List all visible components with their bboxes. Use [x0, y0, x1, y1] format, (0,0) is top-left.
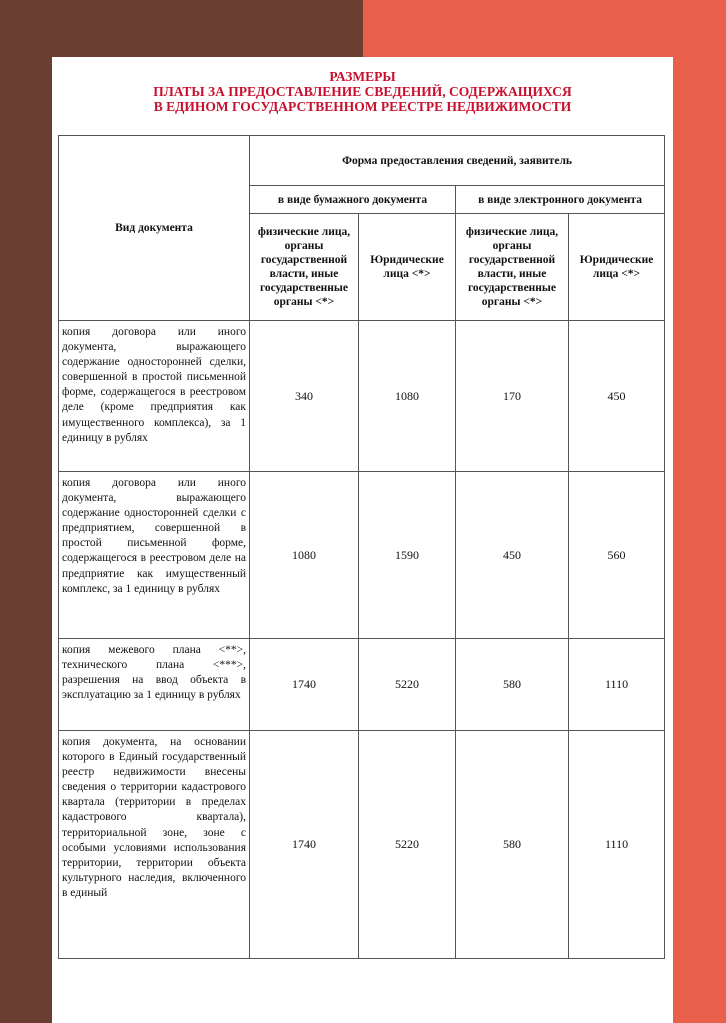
table-row	[59, 321, 665, 472]
paper-individuals-fee: 1740	[250, 731, 359, 959]
table-row	[59, 731, 665, 959]
electronic-legal-header: Юридические лица <*>	[569, 214, 665, 321]
electronic-legal-fee: 450	[569, 321, 665, 472]
electronic-individuals-header: физические лица, органы государственной власти, иные государственные органы <*>	[456, 214, 569, 321]
paper-individuals-fee: 1080	[250, 472, 359, 639]
electronic-individuals-fee: 170	[456, 321, 569, 472]
electronic-individuals-fee: 450	[456, 472, 569, 639]
row-description: копия документа, на основании которого в Единый государственный реестр недвижимости внесены сведения о территории кадастрового квартала (территории в пределах кадастрового квартала), территориальной зоне, зоне с особыми условиями использования территории, территории объекта культурного наследия, включенного в единый	[59, 731, 250, 959]
title-line-3: В ЕДИНОМ ГОСУДАРСТВЕННОМ РЕЕСТРЕ НЕДВИЖИМОСТИ	[153, 99, 572, 114]
table-row	[59, 472, 665, 639]
paper-legal-fee: 5220	[359, 639, 456, 731]
row-description: копия межевого плана <**>, технического плана <***>, разрешения на ввод объекта в эксплуатацию за 1 единицу в рублях	[59, 639, 250, 731]
paper-legal-header: Юридические лица <*>	[359, 214, 456, 321]
table-row	[59, 639, 665, 731]
electronic-legal-fee: 560	[569, 472, 665, 639]
electronic-individuals-fee: 580	[456, 639, 569, 731]
fees-table	[58, 135, 665, 959]
paper-individuals-header: физические лица, органы государственной власти, иные государственные органы <*>	[250, 214, 359, 321]
title-line-1: РАЗМЕРЫ	[329, 69, 396, 84]
electronic-legal-fee: 1110	[569, 639, 665, 731]
row-description: копия договора или иного документа, выражающего содержание односторонней сделки, совершенной в простой письменной форме, содержащегося в реестровом деле (кроме предприятия как имущественного комплекса), за 1 единицу в рублях	[59, 321, 250, 472]
paper-individuals-fee: 340	[250, 321, 359, 472]
electronic-legal-fee: 1110	[569, 731, 665, 959]
paper-individuals-fee: 1740	[250, 639, 359, 731]
paper-legal-fee: 1080	[359, 321, 456, 472]
paper-header: в виде бумажного документа	[250, 186, 456, 214]
header-row-1	[59, 136, 665, 186]
form-applicant-header: Форма предоставления сведений, заявитель	[250, 136, 665, 186]
paper-legal-fee: 1590	[359, 472, 456, 639]
title-line-2: ПЛАТЫ ЗА ПРЕДОСТАВЛЕНИЕ СВЕДЕНИЙ, СОДЕРЖАЩИХСЯ	[153, 84, 572, 99]
electronic-individuals-fee: 580	[456, 731, 569, 959]
doc-type-header: Вид документа	[59, 136, 250, 321]
row-description: копия договора или иного документа, выражающего содержание односторонней сделки с предприятием, совершенной в простой письменной форме, содержащегося в реестровом деле на предприятие как имущественный комплекс, за 1 единицу в рублях	[59, 472, 250, 639]
document-sheet	[52, 57, 673, 1023]
paper-legal-fee: 5220	[359, 731, 456, 959]
document-title	[52, 69, 673, 114]
electronic-header: в виде электронного документа	[456, 186, 665, 214]
